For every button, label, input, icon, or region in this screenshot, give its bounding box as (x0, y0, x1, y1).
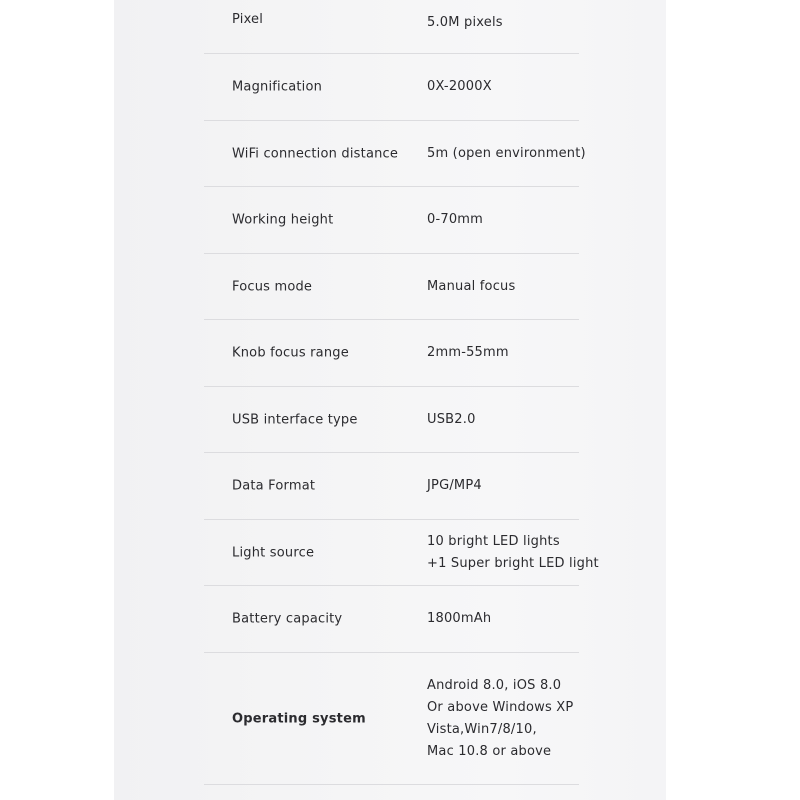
spec-value (427, 531, 599, 575)
spec-row-operating-system (114, 653, 666, 785)
spec-label: Light source (232, 545, 315, 561)
spec-value (427, 475, 482, 497)
spec-value-line: Mac 10.8 or above (427, 743, 552, 759)
spec-value (427, 12, 503, 34)
spec-row-wifi-distance (114, 121, 666, 188)
spec-row-focus-mode (114, 254, 666, 321)
spec-panel (114, 0, 666, 800)
spec-row-light-source (114, 520, 666, 587)
spec-value (427, 209, 483, 231)
spec-row-working-height (114, 187, 666, 254)
spec-row-usb-interface (114, 387, 666, 454)
spec-value (427, 276, 515, 298)
spec-label: Magnification (232, 79, 323, 95)
spec-value-line: +1 Super bright LED light (427, 555, 599, 571)
spec-value-line: Android 8.0, iOS 8.0 (427, 677, 562, 693)
spec-row-knob-focus-range (114, 320, 666, 387)
spec-label: Pixel (232, 12, 264, 27)
spec-value (427, 76, 492, 98)
spec-value-line: Vista,Win7/8/10, (427, 721, 537, 737)
spec-value (427, 675, 573, 763)
spec-value-line: USB2.0 (427, 411, 476, 427)
spec-value (427, 608, 491, 630)
spec-label: USB interface type (232, 412, 358, 428)
spec-label: Data Format (232, 478, 316, 494)
spec-value (427, 409, 476, 431)
spec-label: Focus mode (232, 279, 313, 295)
spec-value (427, 143, 586, 165)
spec-value-line: Manual focus (427, 278, 516, 294)
spec-row-pixel (114, 0, 666, 54)
spec-label: Operating system (232, 711, 366, 726)
spec-table (114, 0, 666, 785)
spec-label: Working height (232, 212, 334, 228)
spec-label: Battery capacity (232, 611, 343, 627)
spec-value-line: 1800mAh (427, 611, 492, 627)
spec-value-line: 0-70mm (427, 212, 484, 228)
spec-value-line: Or above Windows XP (427, 699, 574, 715)
spec-value-line: 0X-2000X (427, 79, 492, 95)
spec-row-magnification (114, 54, 666, 121)
spec-row-data-format (114, 453, 666, 520)
spec-value (427, 342, 509, 364)
spec-value-line: 10 bright LED lights (427, 533, 560, 549)
spec-value-line: 5m (open environment) (427, 145, 586, 161)
spec-label: Knob focus range (232, 345, 349, 361)
spec-value-line: JPG/MP4 (427, 478, 482, 494)
spec-value-line: 2mm-55mm (427, 345, 509, 361)
spec-value-line: 5.0M pixels (427, 15, 503, 30)
spec-row-battery-capacity (114, 586, 666, 653)
spec-label: WiFi connection distance (232, 146, 399, 162)
